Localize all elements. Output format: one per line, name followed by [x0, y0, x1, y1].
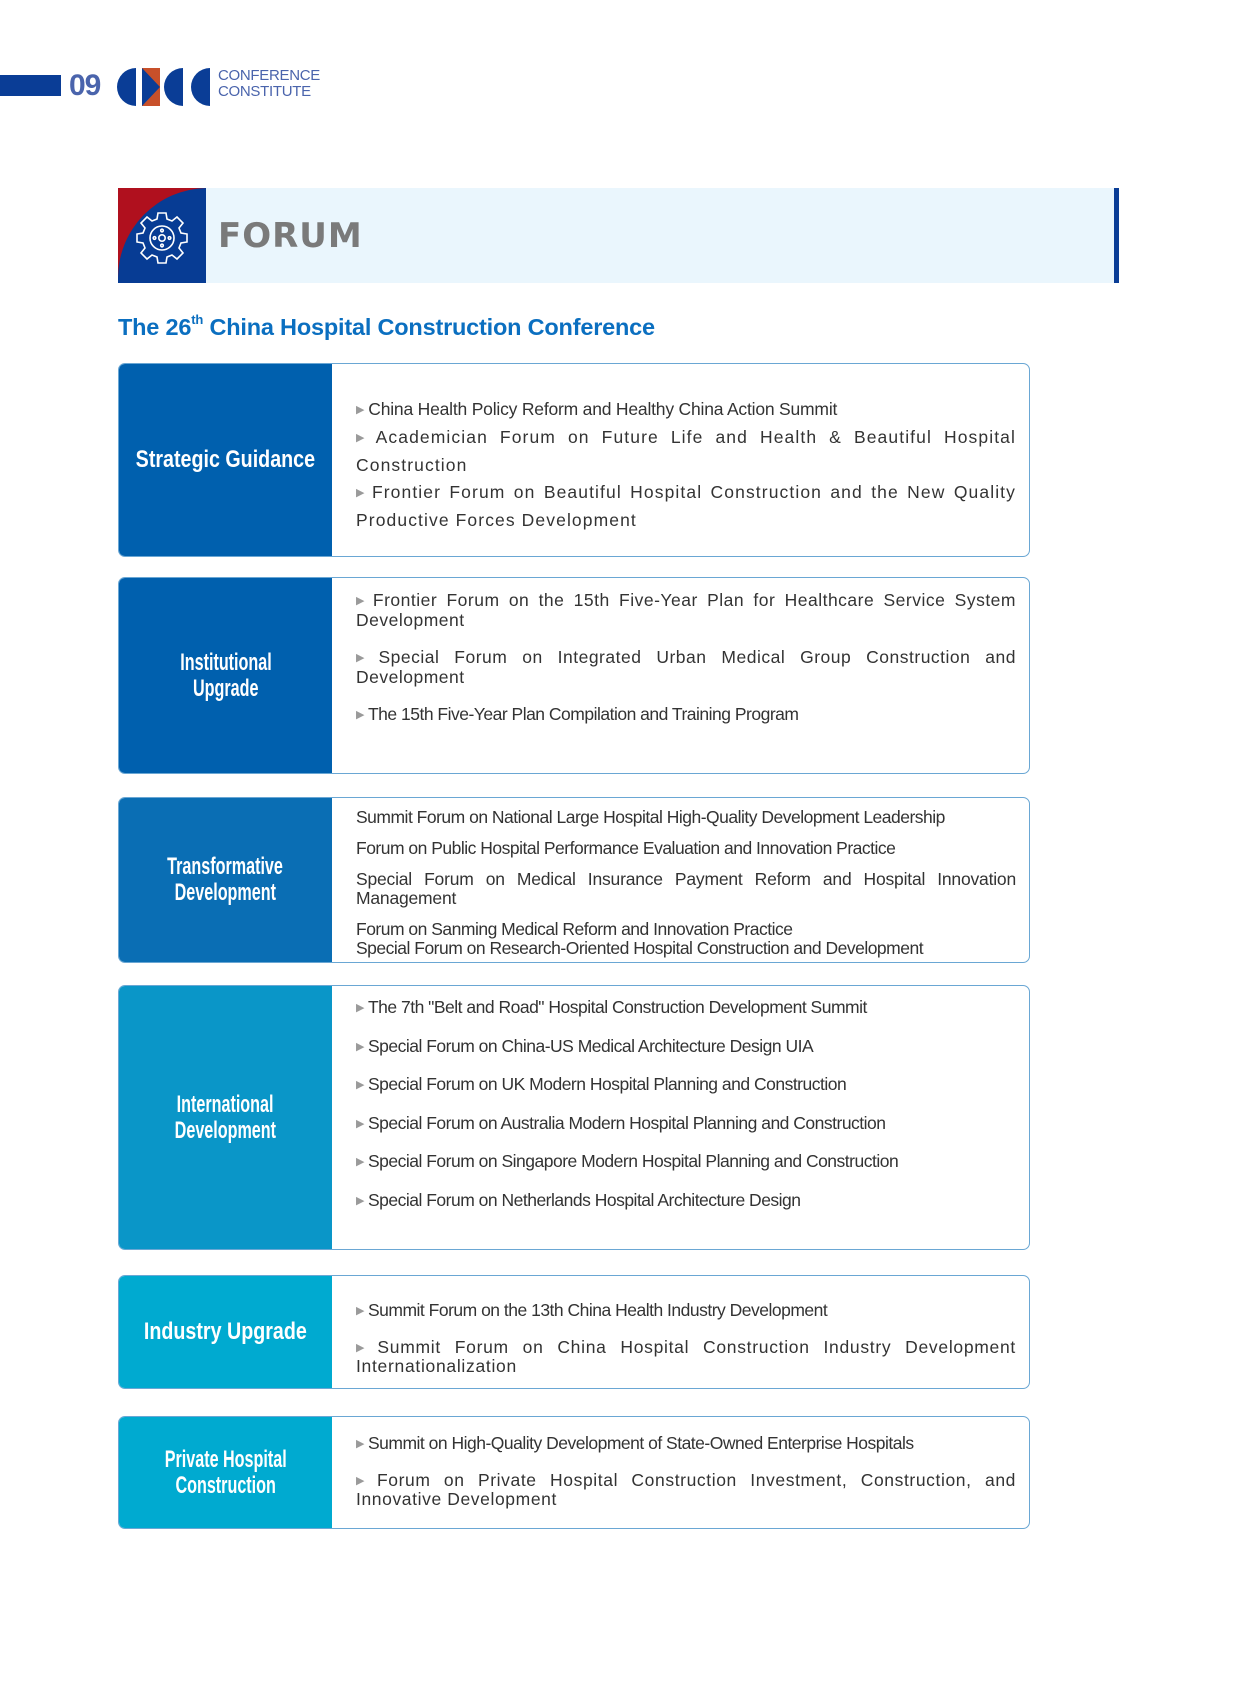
- forum-list: [332, 1276, 1029, 1388]
- banner-title: FORUM: [218, 216, 363, 256]
- bullet-icon: ▶: [356, 709, 364, 721]
- gear-icon: [118, 188, 206, 283]
- category-label: Industry Upgrade: [144, 1318, 307, 1345]
- banner-icon-box: [118, 188, 206, 283]
- forum-card-international-development: [118, 985, 1030, 1250]
- forum-item: Forum on Public Hospital Performance Evaluation and Innovation Practice: [356, 838, 896, 858]
- forum-item: ▶ The 7th "Belt and Road" Hospital Construction Development Summit: [356, 997, 867, 1017]
- category-label: International Development: [174, 1090, 277, 1144]
- bullet-icon: ▶: [356, 487, 368, 499]
- forum-card-institutional-upgrade: [118, 577, 1030, 774]
- banner-accent-bar: [1114, 188, 1119, 283]
- logo-half-disc-1: [117, 68, 136, 106]
- bullet-icon: ▶: [356, 1117, 364, 1130]
- bullet-icon: ▶: [356, 404, 365, 416]
- forum-item: Special Forum on Research-Oriented Hospital Construction and Development: [356, 938, 924, 958]
- bullet-icon: ▶: [356, 1475, 373, 1487]
- forum-item: Forum on Sanming Medical Reform and Innovation Practice: [356, 919, 793, 939]
- bullet-icon: ▶: [356, 1342, 374, 1354]
- forum-item: ▶ China Health Policy Reform and Healthy China Action Summit: [356, 399, 838, 419]
- forum-item: ▶ Summit Forum on the 13th China Health Industry Development: [356, 1300, 828, 1320]
- bullet-icon: ▶: [356, 1079, 364, 1091]
- logo-half-disc-2: [164, 68, 183, 106]
- forum-item: ▶ Special Forum on Integrated Urban Medical Group Construction and Development: [356, 647, 1016, 687]
- forum-item: ▶ Special Forum on Singapore Modern Hospital Planning and Construction: [356, 1151, 899, 1171]
- category-panel: [119, 986, 332, 1249]
- forum-list: [332, 1417, 1029, 1528]
- forum-card-industry-upgrade: [118, 1275, 1030, 1389]
- forum-item: ▶ Special Forum on Australia Modern Hospital Planning and Construction: [356, 1112, 886, 1133]
- forum-item: ▶ The 15th Five-Year Plan Compilation and Training Program: [356, 704, 799, 724]
- forum-item: ▶ Special Forum on Netherlands Hospital Architecture Design: [356, 1189, 801, 1210]
- bullet-icon: ▶: [356, 652, 375, 664]
- forum-list: [332, 578, 1029, 773]
- forum-item: ▶ Special Forum on UK Modern Hospital Planning and Construction: [356, 1074, 847, 1094]
- forum-item: ▶ Special Forum on China-US Medical Architecture Design UIA: [356, 1035, 814, 1056]
- category-panel: [119, 798, 332, 962]
- forum-list: [332, 364, 1029, 556]
- conference-title-prefix: The 26: [118, 314, 192, 340]
- logo-half-disc-3: [191, 68, 210, 106]
- conference-title-superscript: th: [191, 312, 204, 327]
- bullet-icon: ▶: [356, 1438, 364, 1450]
- bullet-icon: ▶: [356, 1156, 364, 1168]
- forum-item: Special Forum on Medical Insurance Payment Reform and Hospital Innovation Management: [356, 869, 1016, 908]
- category-panel: [119, 1417, 332, 1528]
- forum-item: ▶ Academician Forum on Future Life and Health & Beautiful Hospital Construction: [356, 427, 1016, 475]
- category-panel: [119, 364, 332, 556]
- forum-card-private-hospital-construction: [118, 1416, 1030, 1529]
- forum-item: ▶ Forum on Private Hospital Construction Investment, Construction, and Innovative Development: [356, 1470, 1016, 1509]
- bullet-icon: ▶: [356, 595, 369, 607]
- forum-item: ▶ Frontier Forum on Beautiful Hospital Construction and the New Quality Productive Forces Development: [356, 482, 1016, 530]
- header-accent-bar: [0, 75, 61, 96]
- forum-item: ▶ Summit Forum on China Hospital Construction Industry Development Internationalization: [356, 1337, 1016, 1376]
- category-label: Transformative Development: [167, 853, 284, 906]
- bullet-icon: ▶: [356, 1040, 364, 1053]
- forum-item: ▶ Summit on High-Quality Development of State-Owned Enterprise Hospitals: [356, 1433, 914, 1453]
- logo-text-line2: CONSTITUTE: [218, 83, 311, 100]
- forum-card-strategic-guidance: [118, 363, 1030, 557]
- conference-logo: [116, 67, 211, 107]
- category-panel: [119, 578, 332, 773]
- logo-text-line1: CONFERENCE: [218, 67, 321, 84]
- conference-title: [118, 314, 655, 341]
- bullet-icon: ▶: [356, 1305, 364, 1317]
- category-label: Institutional Upgrade: [179, 648, 272, 702]
- bullet-icon: ▶: [356, 1194, 364, 1207]
- category-label: Private Hospital Construction: [164, 1445, 287, 1499]
- category-label: Strategic Guidance: [135, 446, 316, 473]
- bullet-icon: ▶: [356, 432, 372, 444]
- bullet-icon: ▶: [356, 1002, 364, 1014]
- forum-item: Summit Forum on National Large Hospital High-Quality Development Leadership: [356, 807, 945, 827]
- forum-list: [332, 986, 1029, 1249]
- forum-card-transformative-development: [118, 797, 1030, 963]
- page-number: 09: [69, 69, 101, 102]
- logo-text: [218, 68, 320, 100]
- forum-list: [332, 798, 1029, 962]
- category-panel: [119, 1276, 332, 1388]
- forum-item: ▶ Frontier Forum on the 15th Five-Year Plan for Healthcare Service System Development: [356, 590, 1016, 630]
- conference-title-suffix: China Hospital Construction Conference: [203, 314, 655, 340]
